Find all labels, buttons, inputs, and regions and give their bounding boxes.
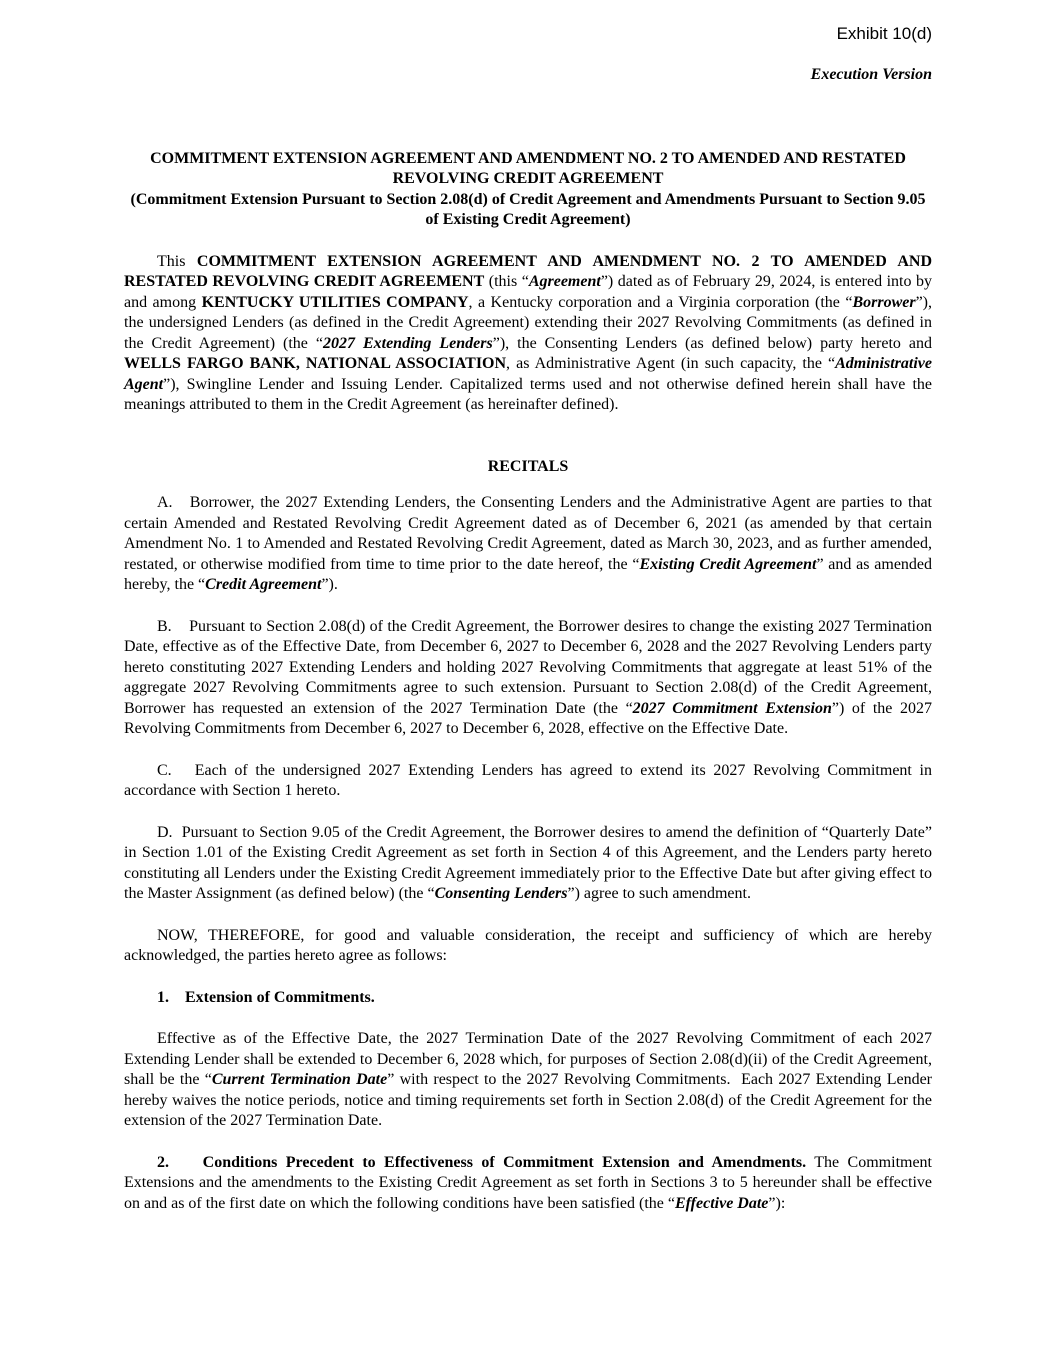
document-title: COMMITMENT EXTENSION AGREEMENT AND AMENDMENT NO. 2 TO AMENDED AND RESTATED REVOLVING CREDIT AGREEMENT: [150, 149, 906, 187]
recital-b-paragraph: B. Pursuant to Section 2.08(d) of the Credit Agreement, the Borrower desires to change the existing 2027 Termination Date, effective as of the Effective Date, from December 6, 2027 to December 6, 2028 and the 2027 Revolving Lenders party hereto constituting 2027 Extending Lenders and holding 2027 Revolving Commitments that aggregate at least 51% of the aggregate 2027 Revolving Commitments agree to such extension. Pursuant to Section 2.08(d) of the Credit Agreement, Borrower has requested an extension of the 2027 Termination Date (the “2027 Commitment Extension”) of the 2027 Revolving Commitments from December 6, 2027 to December 6, 2028, effective on the Effective Date.: [124, 617, 933, 737]
intro-paragraph: This COMMITMENT EXTENSION AGREEMENT AND AMENDMENT NO. 2 TO AMENDED AND RESTATED REVOLVING CREDIT AGREEMENT (this “Agreement”) dated as of February 29, 2024, is entered into by and among KENTUCKY UTILITIES COMPANY, a Kentucky corporation and a Virginia corporation (the “Borrower”), the undersigned Lenders (as defined in the Credit Agreement) extending their 2027 Revolving Commitments (as defined in the Credit Agreement) (the “2027 Extending Lenders”), the Consenting Lenders (as defined below) party hereto and WELLS FARGO BANK, NATIONAL ASSOCIATION, as Administrative Agent (in such capacity, the “Administrative Agent”), Swingline Lender and Issuing Lender. Capitalized terms used and not otherwise defined herein shall have the meanings attributed to them in the Credit Agreement (as hereinafter defined).: [124, 252, 933, 413]
document-subtitle: (Commitment Extension Pursuant to Section 2.08(d) of Credit Agreement and Amendments Pursuant to Section 9.05 of Existing Credit Agreement): [130, 190, 926, 228]
recitals-heading: RECITALS: [487, 457, 569, 475]
section-2-paragraph: 2. Conditions Precedent to Effectiveness of Commitment Extension and Amendments. The Commitment Extensions and the amendments to the Existing Credit Agreement as set forth in Sections 3 to 5 hereunder shall be effective on and as of the first date on which the following conditions have been satisfied (the “Effective Date”):: [124, 1153, 933, 1212]
recital-c-paragraph: C. Each of the undersigned 2027 Extending Lenders has agreed to extend its 2027 Revolving Commitment in accordance with Section 1 hereto.: [124, 761, 932, 799]
section-1-body-paragraph: Effective as of the Effective Date, the 2027 Termination Date of the 2027 Revolving Commitment of each 2027 Extending Lender shall be extended to December 6, 2028 which, for purposes of Section 2.08(d)(ii) of the Credit Agreement, shall be the “Current Termination Date” with respect to the 2027 Revolving Commitments. Each 2027 Extending Lender hereby waives the notice periods, notice and timing requirements set forth in Section 2.08(d) of the Credit Agreement for the extension of the 2027 Termination Date.: [124, 1030, 933, 1129]
recital-d-paragraph: D. Pursuant to Section 9.05 of the Credit Agreement, the Borrower desires to amend the definition of “Quarterly Date” in Section 1.01 of the Existing Credit Agreement as set forth in Section 4 of this Agreement, and the Lenders party hereto constituting all Lenders under the Existing Credit Agreement immediately prior to the Effective Date but after giving effect to the Master Assignment (as defined below) (the “Consenting Lenders”) agree to such amendment.: [124, 823, 932, 902]
exhibit-label: Exhibit 10(d): [836, 24, 932, 43]
section-1-heading: 1. Extension of Commitments.: [157, 988, 375, 1006]
execution-version-label: Execution Version: [810, 66, 932, 83]
now-therefore-paragraph: NOW, THEREFORE, for good and valuable consideration, the receipt and sufficiency of which are hereby acknowledged, the parties hereto agree as follows:: [124, 926, 932, 964]
recital-a-paragraph: A. Borrower, the 2027 Extending Lenders, the Consenting Lenders and the Administrative Agent are parties to that certain Amended and Restated Revolving Credit Agreement dated as of December 6, 2021 (as amended by that certain Amendment No. 1 to Amended and Restated Revolving Credit Agreement, dated as March 30, 2023, and as further amended, restated, or otherwise modified from time to time prior to the date hereof, the “Existing Credit Agreement” and as amended hereby, the “Credit Agreement”).: [124, 494, 933, 593]
